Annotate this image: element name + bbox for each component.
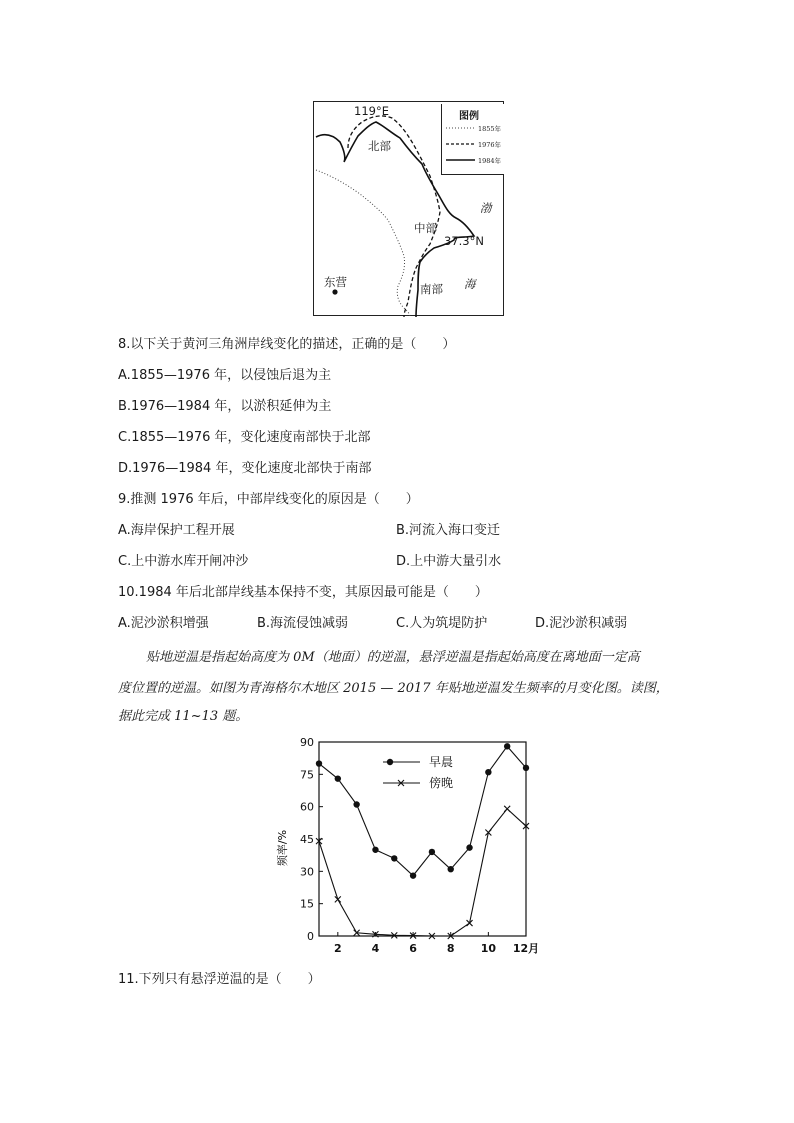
intro-paragraph-line-1: 贴地逆温是指起始高度为 0M（地面）的逆温，悬浮逆温是指起始高度在离地面一定高: [146, 650, 640, 665]
morning-point: [485, 769, 491, 775]
legend-label: 傍晚: [429, 776, 454, 790]
x-tick-label: 8: [446, 942, 455, 955]
question-11-stem: 11.下列只有悬浮逆温的是（ ）: [118, 972, 321, 987]
y-axis-label: 频率/%: [276, 829, 289, 867]
legend-item-1984: 1984年: [478, 157, 502, 165]
longitude-label: 119°E: [354, 104, 389, 118]
morning-point: [391, 855, 397, 861]
evening-point: [504, 806, 510, 812]
y-tick-label: 15: [300, 897, 314, 911]
evening-point: [335, 896, 341, 902]
chart-series: [316, 743, 529, 939]
morning-point: [466, 844, 472, 850]
inversion-frequency-chart: [270, 733, 570, 963]
delta-map: [313, 101, 504, 316]
series-line-1: [319, 746, 526, 875]
morning-point: [523, 765, 529, 771]
sea-label-bo: 渤: [480, 201, 492, 215]
question-9-stem: 9.推测 1976 年后，中部岸线变化的原因是（ ）: [118, 492, 419, 507]
x-tick-label: 12月: [512, 942, 540, 955]
coastline-1855: [316, 170, 410, 317]
y-tick-label: 75: [300, 768, 314, 782]
region-south-label: 南部: [420, 282, 443, 296]
city-marker: [332, 289, 337, 294]
q8-option-a[interactable]: A.1855—1976 年，以侵蚀后退为主: [118, 368, 332, 383]
legend-swatches: [442, 104, 478, 174]
q8-option-b[interactable]: B.1976—1984 年，以淤积延伸为主: [118, 399, 332, 414]
morning-point: [316, 760, 322, 766]
chart-axes: [319, 742, 526, 936]
x-tick-label: 10: [480, 942, 497, 955]
x-tick-label: 4: [371, 942, 380, 955]
q9-option-a[interactable]: A.海岸保护工程开展: [118, 523, 235, 538]
morning-point: [353, 801, 359, 807]
morning-point: [410, 872, 416, 878]
q8-option-c[interactable]: C.1855—1976 年，变化速度南部快于北部: [118, 430, 371, 445]
intro-paragraph-line-2: 度位置的逆温。如图为青海格尔木地区 2015 — 2017 年贴地逆温发生频率的月变化图。读图，: [118, 681, 669, 696]
legend-title: 图例: [459, 111, 479, 122]
chart-legend: [383, 755, 453, 790]
q8-option-d[interactable]: D.1976—1984 年，变化速度北部快于南部: [118, 461, 372, 476]
y-tick-label: 30: [300, 865, 314, 879]
morning-point: [429, 849, 435, 855]
question-10-stem: 10.1984 年后北部岸线基本保持不变，其原因最可能是（ ）: [118, 585, 488, 600]
q10-option-b[interactable]: B.海流侵蚀减弱: [257, 616, 349, 631]
x-tick-label: 2: [333, 942, 342, 955]
legend-label: 早晨: [429, 755, 454, 769]
y-tick-label: 45: [300, 833, 314, 846]
series-line-2: [319, 809, 526, 936]
x-tick-label: 6: [409, 942, 417, 955]
q9-option-c[interactable]: C.上中游水库开闸冲沙: [118, 554, 249, 569]
plot-frame: [319, 742, 526, 936]
region-north-label: 北部: [368, 139, 391, 153]
morning-point: [504, 743, 510, 749]
map-legend: [441, 104, 504, 175]
city-label: 东营: [324, 275, 347, 289]
q10-option-c[interactable]: C.人为筑堤防护: [396, 616, 488, 631]
latitude-label: 37.3°N: [444, 234, 484, 248]
intro-paragraph-line-3: 据此完成 11~13 题。: [118, 709, 249, 724]
question-8-stem: 8.以下关于黄河三角洲岸线变化的描述，正确的是（ ）: [118, 337, 456, 352]
legend-item-1855: 1855年: [478, 125, 502, 133]
morning-point: [448, 866, 454, 872]
y-tick-label: 90: [300, 736, 314, 749]
legend-item-1976: 1976年: [478, 141, 502, 149]
legend-marker-circle: [387, 759, 393, 765]
region-middle-label: 中部: [414, 221, 437, 235]
q9-option-b[interactable]: B.河流入海口变迁: [396, 523, 501, 538]
q9-option-d[interactable]: D.上中游大量引水: [396, 554, 502, 569]
morning-point: [335, 775, 341, 781]
q10-option-d[interactable]: D.泥沙淤积减弱: [535, 616, 628, 631]
sea-label-hai: 海: [464, 277, 476, 291]
y-tick-label: 60: [300, 800, 314, 814]
chart-ticks: [300, 736, 539, 955]
y-tick-label: 0: [307, 930, 314, 943]
q10-option-a[interactable]: A.泥沙淤积增强: [118, 616, 209, 631]
morning-point: [372, 847, 378, 853]
